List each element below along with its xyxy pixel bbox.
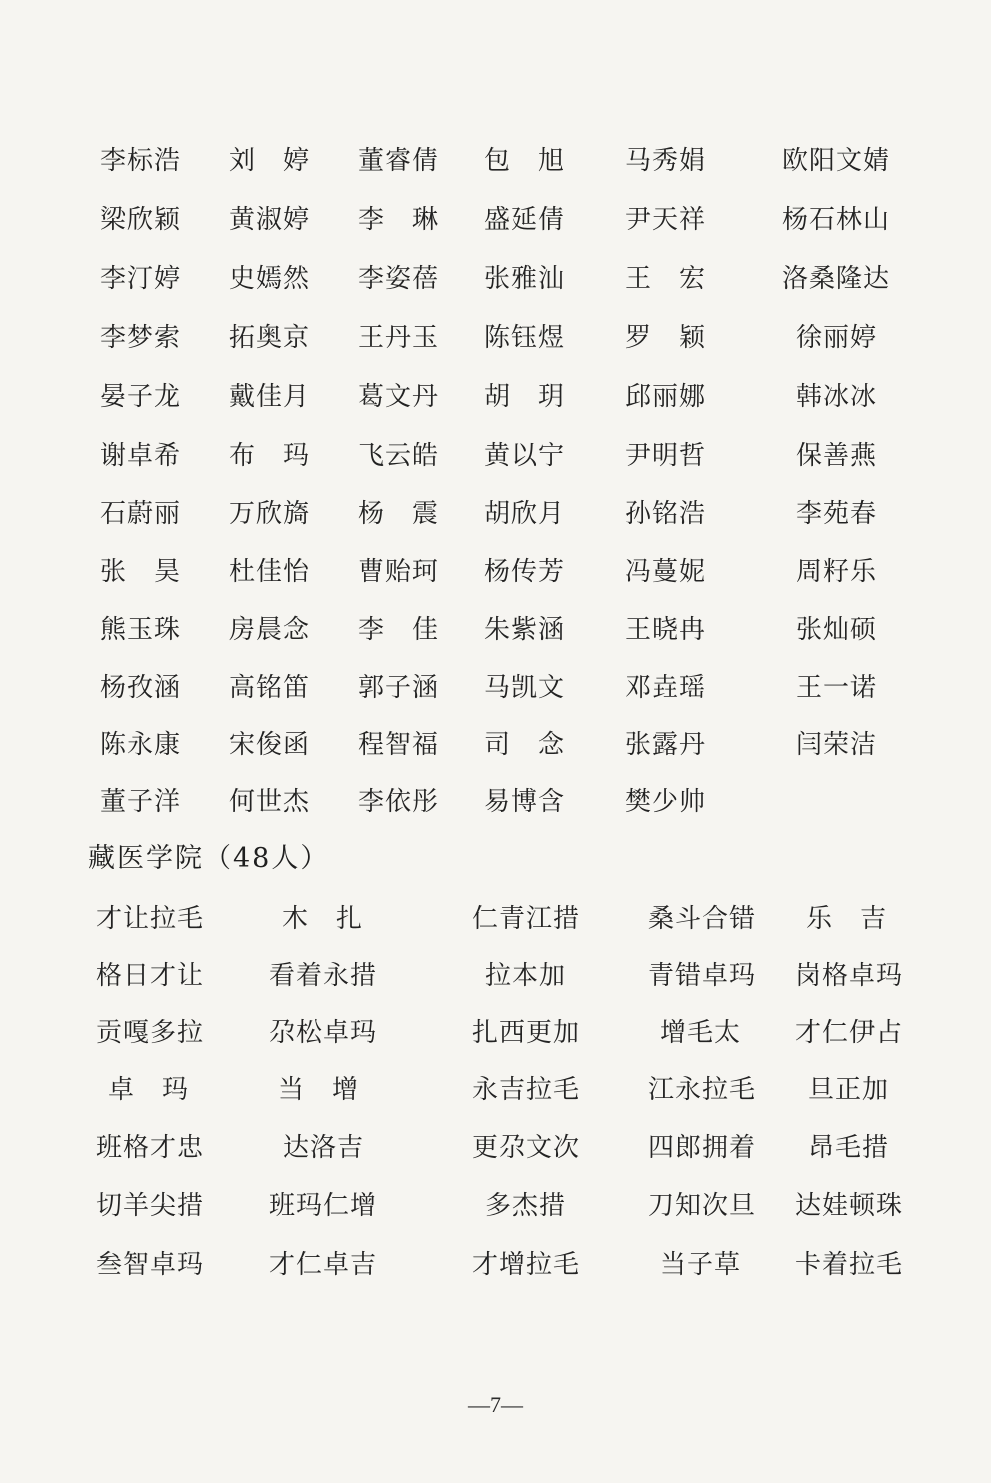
name-entry: 胡 玥 bbox=[484, 382, 566, 412]
page-number: —7— bbox=[468, 1392, 523, 1417]
name-entry: 杜佳怡 bbox=[229, 557, 311, 587]
name-entry: 岗格卓玛 bbox=[795, 961, 904, 991]
name-entry: 切羊尖措 bbox=[96, 1191, 205, 1221]
name-entry: 永吉拉毛 bbox=[472, 1075, 581, 1105]
name-entry: 布 玛 bbox=[229, 441, 311, 471]
name-entry: 曹贻珂 bbox=[358, 557, 440, 587]
name-entry: 易博含 bbox=[484, 787, 566, 817]
name-entry: 卡着拉毛 bbox=[795, 1250, 904, 1280]
name-entry: 达娃顿珠 bbox=[795, 1191, 904, 1221]
name-entry: 戴佳月 bbox=[229, 382, 311, 412]
name-entry: 司 念 bbox=[484, 730, 566, 760]
name-entry: 何世杰 bbox=[229, 787, 311, 817]
name-entry: 张雅汕 bbox=[484, 264, 566, 294]
name-entry: 周籽乐 bbox=[796, 557, 878, 587]
name-entry: 石蔚丽 bbox=[100, 499, 182, 529]
name-entry: 刀知次旦 bbox=[648, 1191, 757, 1221]
name-entry: 张灿硕 bbox=[796, 615, 878, 645]
name-entry: 刘 婷 bbox=[229, 146, 311, 176]
name-entry: 韩冰冰 bbox=[796, 382, 878, 412]
name-entry: 董子洋 bbox=[100, 787, 182, 817]
name-entry: 扎西更加 bbox=[472, 1018, 581, 1048]
name-entry: 陈永康 bbox=[100, 730, 182, 760]
name-entry: 王晓冉 bbox=[625, 615, 707, 645]
name-entry: 班玛仁增 bbox=[269, 1191, 378, 1221]
name-entry: 仁青江措 bbox=[472, 904, 581, 934]
name-entry: 尕松卓玛 bbox=[269, 1018, 378, 1048]
name-entry: 王一诺 bbox=[796, 673, 878, 703]
name-entry: 杨传芳 bbox=[484, 557, 566, 587]
name-entry: 胡欣月 bbox=[484, 499, 566, 529]
name-entry: 欧阳文婧 bbox=[782, 146, 891, 176]
name-entry: 熊玉珠 bbox=[100, 615, 182, 645]
name-entry: 旦正加 bbox=[808, 1075, 890, 1105]
name-entry: 贡嘎多拉 bbox=[96, 1018, 205, 1048]
name-entry: 李苑春 bbox=[796, 499, 878, 529]
name-entry: 徐丽婷 bbox=[796, 323, 878, 353]
name-entry: 邓垚瑶 bbox=[625, 673, 707, 703]
name-entry: 马秀娟 bbox=[625, 146, 707, 176]
name-entry: 飞云皓 bbox=[358, 441, 440, 471]
name-entry: 增毛太 bbox=[660, 1018, 742, 1048]
name-entry: 桑斗合错 bbox=[648, 904, 757, 934]
name-entry: 尹明哲 bbox=[625, 441, 707, 471]
name-entry: 葛文丹 bbox=[358, 382, 440, 412]
name-entry: 张露丹 bbox=[625, 730, 707, 760]
name-entry: 昂毛措 bbox=[808, 1133, 890, 1163]
name-entry: 史嫣然 bbox=[229, 264, 311, 294]
name-entry: 李 琳 bbox=[358, 205, 440, 235]
name-entry: 才让拉毛 bbox=[96, 904, 205, 934]
name-entry: 江永拉毛 bbox=[648, 1075, 757, 1105]
name-entry: 保善燕 bbox=[796, 441, 878, 471]
name-entry: 闫荣洁 bbox=[796, 730, 878, 760]
name-entry: 盛延倩 bbox=[484, 205, 566, 235]
name-entry: 罗 颖 bbox=[625, 323, 707, 353]
name-entry: 邱丽娜 bbox=[625, 382, 707, 412]
name-entry: 程智福 bbox=[358, 730, 440, 760]
name-entry: 宋俊函 bbox=[229, 730, 311, 760]
name-entry: 杨石林山 bbox=[782, 205, 891, 235]
name-entry: 班格才忠 bbox=[96, 1133, 205, 1163]
name-entry: 当 增 bbox=[278, 1075, 360, 1105]
name-entry: 看着永措 bbox=[269, 961, 378, 991]
name-entry: 高铭笛 bbox=[229, 673, 311, 703]
name-entry: 才增拉毛 bbox=[472, 1250, 581, 1280]
name-entry: 张 昊 bbox=[100, 557, 182, 587]
name-entry: 达洛吉 bbox=[283, 1133, 365, 1163]
name-entry: 更尕文次 bbox=[472, 1133, 581, 1163]
name-entry: 拉本加 bbox=[485, 961, 567, 991]
section-heading: 藏医学院（48人） bbox=[88, 843, 330, 874]
name-entry: 黄以宁 bbox=[484, 441, 566, 471]
name-entry: 杨 震 bbox=[358, 499, 440, 529]
name-entry: 梁欣颖 bbox=[100, 205, 182, 235]
name-entry: 多杰措 bbox=[485, 1191, 567, 1221]
name-entry: 谢卓希 bbox=[100, 441, 182, 471]
name-entry: 木 扎 bbox=[282, 904, 364, 934]
name-entry: 卓 玛 bbox=[108, 1075, 190, 1105]
name-entry: 孙铭浩 bbox=[625, 499, 707, 529]
name-entry: 晏子龙 bbox=[100, 382, 182, 412]
name-entry: 朱紫涵 bbox=[484, 615, 566, 645]
name-entry: 冯蔓妮 bbox=[625, 557, 707, 587]
name-entry: 才仁伊占 bbox=[795, 1018, 904, 1048]
name-entry: 青错卓玛 bbox=[648, 961, 757, 991]
name-entry: 李姿蓓 bbox=[358, 264, 440, 294]
name-entry: 马凯文 bbox=[484, 673, 566, 703]
name-entry: 王丹玉 bbox=[358, 323, 440, 353]
name-entry: 万欣旖 bbox=[229, 499, 311, 529]
name-entry: 四郎拥着 bbox=[648, 1133, 757, 1163]
name-entry: 李标浩 bbox=[100, 146, 182, 176]
name-entry: 李汀婷 bbox=[100, 264, 182, 294]
name-entry: 洛桑隆达 bbox=[782, 264, 891, 294]
name-entry: 杨孜涵 bbox=[100, 673, 182, 703]
name-entry: 房晨念 bbox=[229, 615, 311, 645]
name-entry: 郭子涵 bbox=[358, 673, 440, 703]
name-entry: 陈钰煜 bbox=[484, 323, 566, 353]
name-entry: 当子草 bbox=[660, 1250, 742, 1280]
name-entry: 叁智卓玛 bbox=[96, 1250, 205, 1280]
name-entry: 乐 吉 bbox=[806, 904, 888, 934]
name-entry: 尹天祥 bbox=[625, 205, 707, 235]
name-entry: 才仁卓吉 bbox=[269, 1250, 378, 1280]
name-entry: 李梦索 bbox=[100, 323, 182, 353]
name-entry: 黄淑婷 bbox=[229, 205, 311, 235]
name-entry: 樊少帅 bbox=[625, 787, 707, 817]
name-entry: 董睿倩 bbox=[358, 146, 440, 176]
name-entry: 李依彤 bbox=[358, 787, 440, 817]
name-entry: 李 佳 bbox=[358, 615, 440, 645]
name-entry: 王 宏 bbox=[625, 264, 707, 294]
name-entry: 包 旭 bbox=[484, 146, 566, 176]
name-entry: 格日才让 bbox=[96, 961, 205, 991]
name-entry: 拓奥京 bbox=[229, 323, 311, 353]
